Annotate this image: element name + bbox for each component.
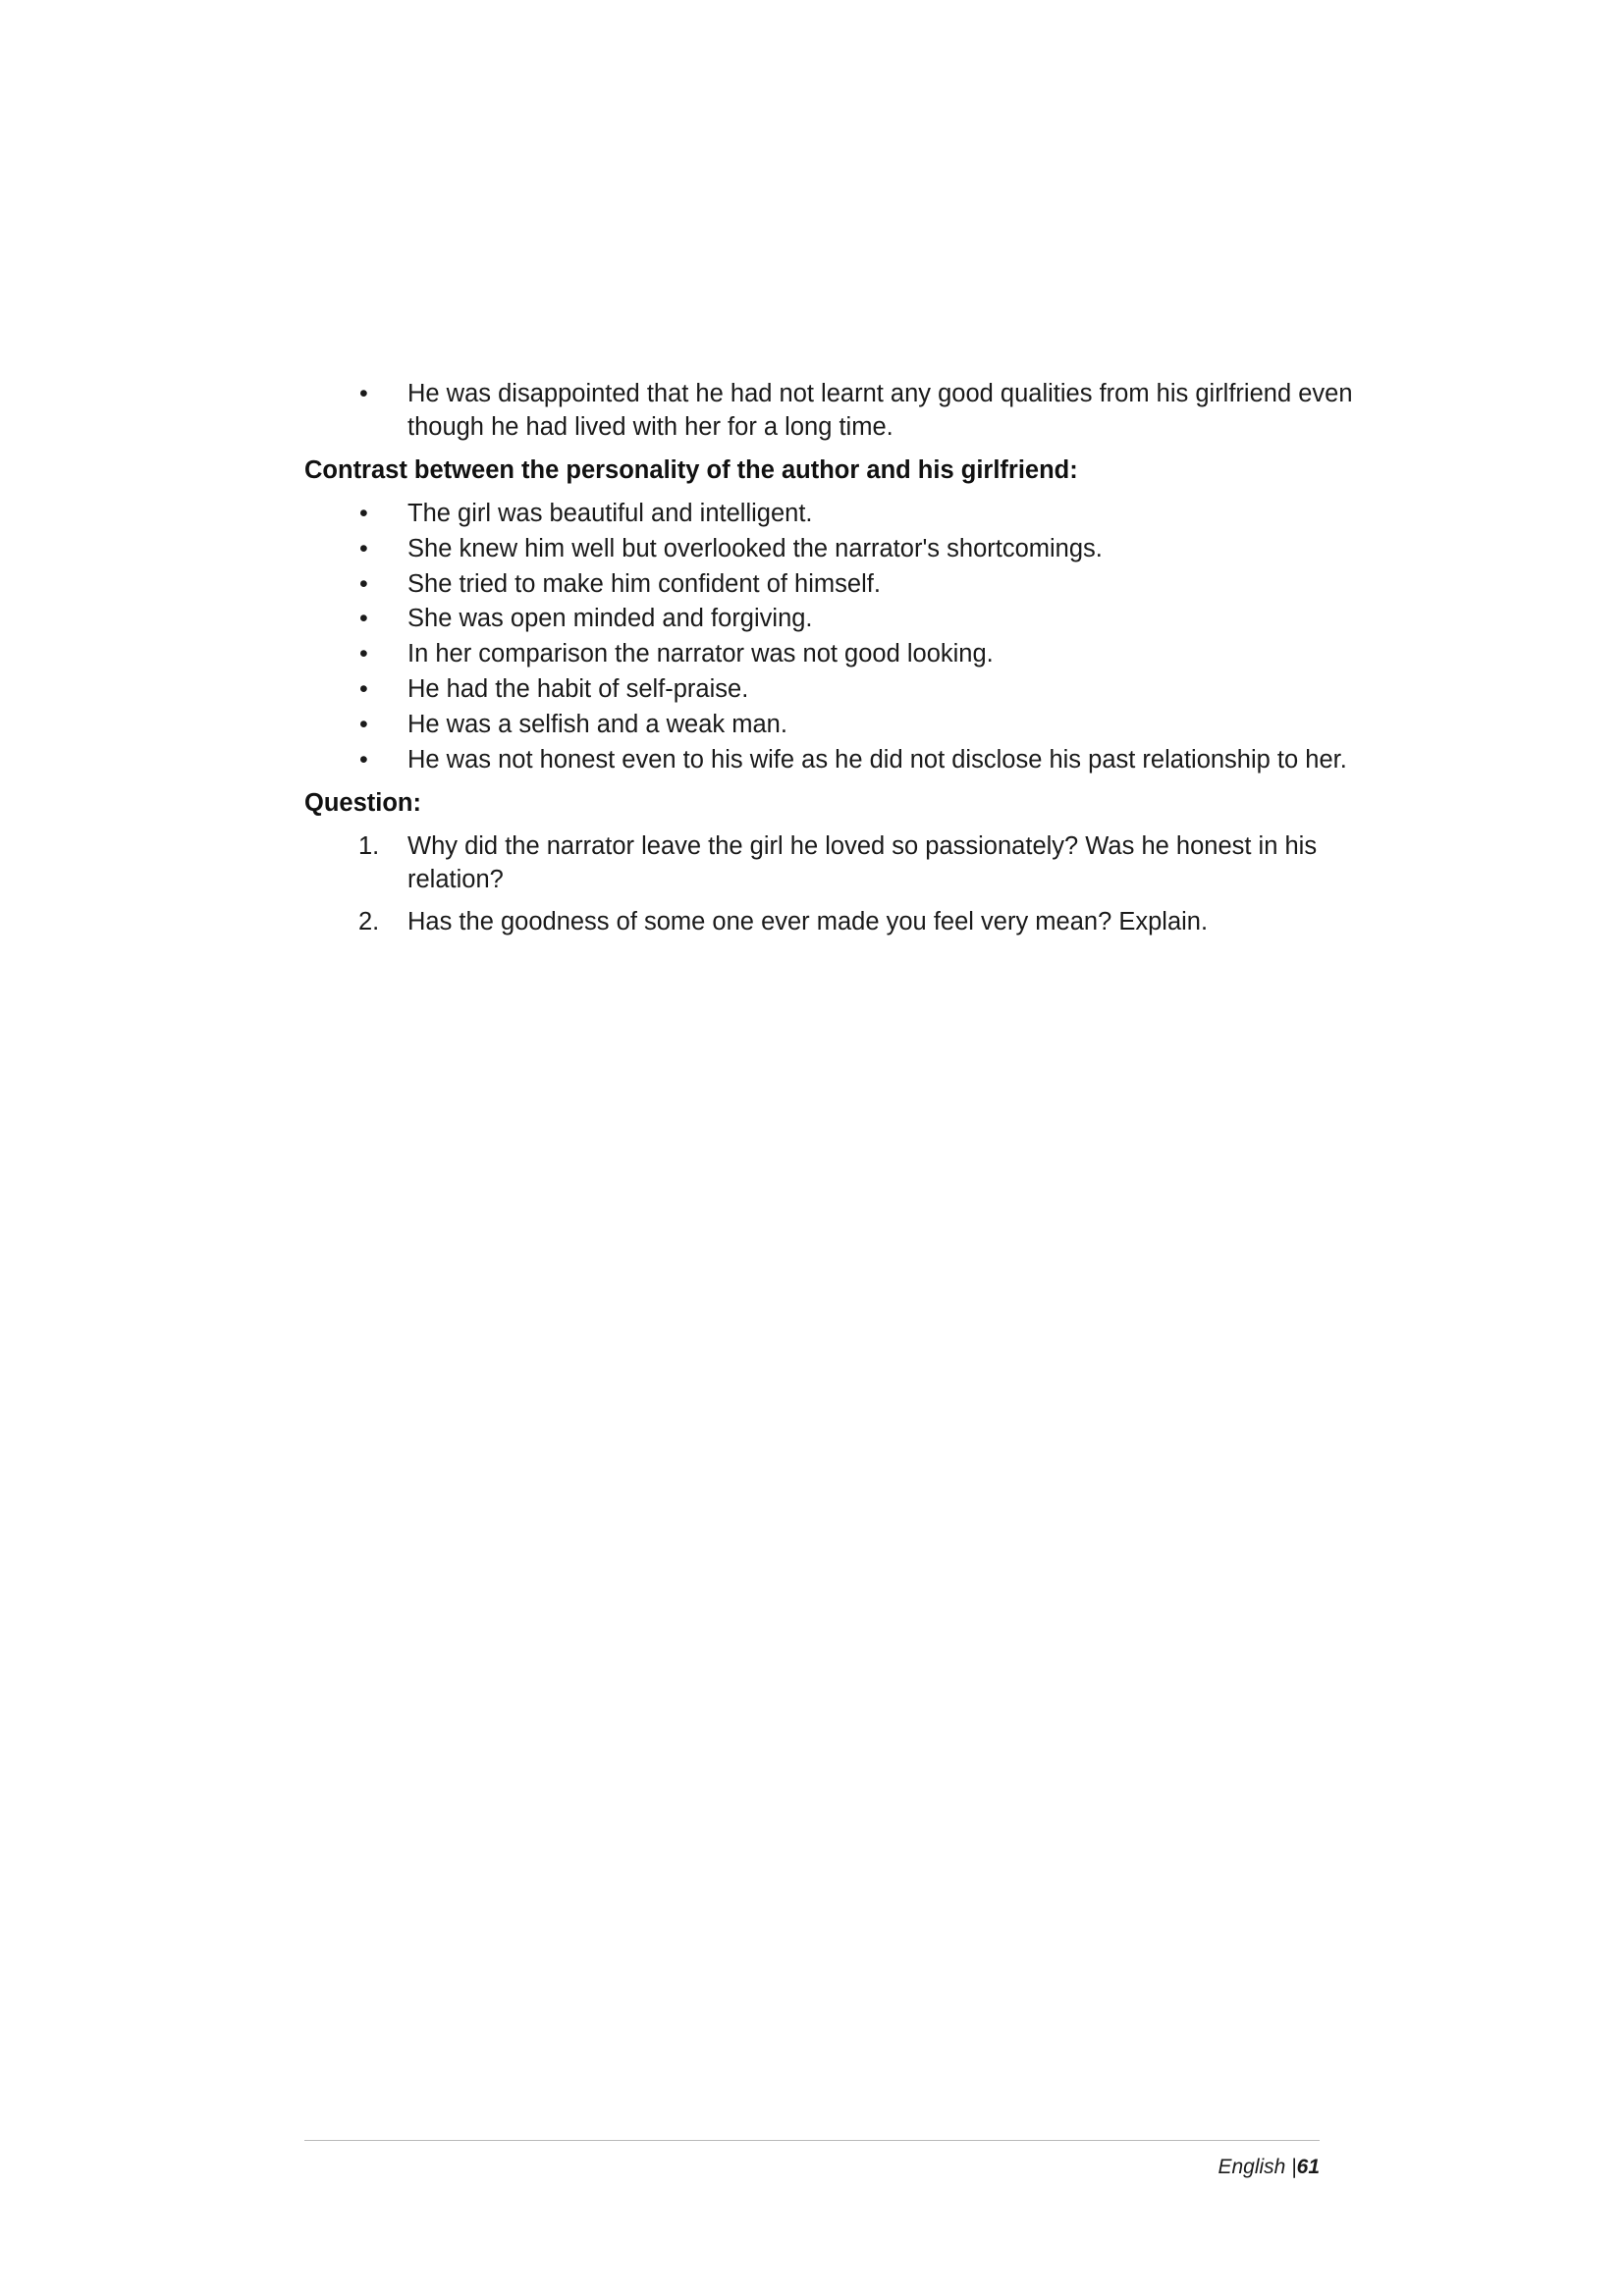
bullet-icon: • [359,746,368,774]
page-content [304,378,1394,948]
list-item-number: 1. [358,831,380,860]
bullet-icon: • [359,380,368,407]
bullet-icon: • [359,605,368,633]
contrast-bullet-list [304,498,1394,777]
footer-subject: English | [1218,2156,1297,2178]
list-item [304,709,1394,742]
intro-bullet-list [304,378,1394,445]
list-item-text: She knew him well but overlooked the narrator's shortcomings. [407,534,1103,562]
list-item [304,830,1394,897]
bullet-icon: • [359,640,368,668]
list-item [304,673,1394,707]
list-item-text: In her comparison the narrator was not good looking. [407,640,994,668]
list-item-text: She tried to make him confident of himself. [407,569,881,598]
list-item [304,568,1394,602]
list-item [304,603,1394,636]
list-item [304,533,1394,566]
bullet-icon: • [359,569,368,598]
question-heading: Question: [304,788,421,817]
list-item [304,378,1394,445]
list-item-text: She was open minded and forgiving. [407,605,813,633]
list-item-number: 2. [358,907,380,935]
bullet-icon: • [359,711,368,739]
list-item-text: Why did the narrator leave the girl he loved so passionately? Was he honest in his relation? [407,831,1318,893]
question-list [304,830,1394,939]
list-item-text: He was not honest even to his wife as he did not disclose his past relationship to her. [407,746,1347,774]
footer-page-number: 61 [1296,2156,1320,2178]
page-footer [1218,2156,1320,2179]
list-item-text: He had the habit of self-praise. [407,675,749,704]
bullet-icon: • [359,534,368,562]
list-item-text: Has the goodness of some one ever made you feel very mean? Explain. [407,907,1209,935]
list-item [304,638,1394,671]
list-item [304,498,1394,531]
bullet-icon: • [359,675,368,704]
contrast-heading: Contrast between the personality of the author and his girlfriend: [304,455,1078,484]
footer-divider [304,2140,1320,2141]
list-item-text: He was a selfish and a weak man. [407,711,787,739]
bullet-icon: • [359,499,368,527]
list-item-text: The girl was beautiful and intelligent. [407,499,813,527]
list-item [304,906,1394,939]
list-item [304,744,1394,777]
list-item-text: He was disappointed that he had not learnt any good qualities from his girlfriend even though he had lived with her for a long time. [407,380,1353,441]
